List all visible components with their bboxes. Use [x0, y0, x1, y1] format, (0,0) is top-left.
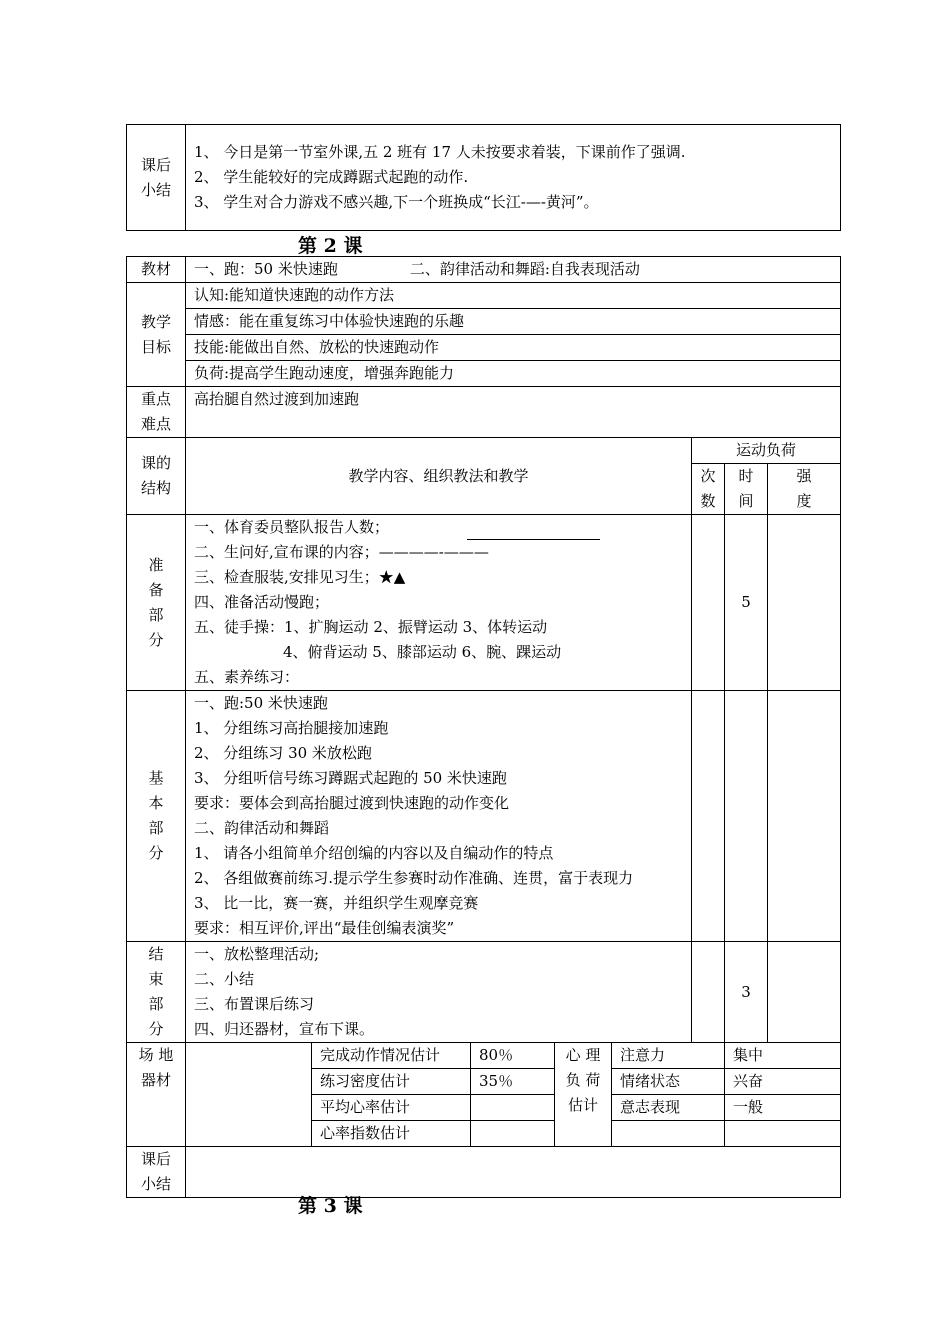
venue-label-line: 场 地 — [138, 1046, 174, 1064]
prep-time: 5 — [725, 515, 768, 691]
estimate-label: 完成动作情况估计 — [312, 1043, 471, 1069]
times-header-line: 数 — [700, 492, 716, 510]
intensity-header — [768, 464, 841, 515]
summary-line: 2、 学生能较好的完成蹲踞式起跑的动作. — [194, 168, 469, 186]
venue-equipment — [186, 1043, 312, 1147]
prep-label-line: 分 — [148, 630, 164, 649]
venue-label-line: 器材 — [140, 1071, 171, 1089]
prep-line: 五、素养练习： — [194, 668, 300, 686]
ending-label-line: 结 — [148, 945, 164, 963]
basic-line: 3、 分组听信号练习蹲踞式起跑的 50 米快速跑 — [194, 769, 507, 787]
ending-label — [127, 942, 186, 1043]
goals-label — [127, 283, 186, 387]
basic-label — [127, 691, 186, 942]
prep-line: 五、徒手操：1、扩胸运动 2、振臂运动 3、体转运动 — [194, 618, 548, 636]
basic-time — [725, 691, 768, 942]
materials-label: 教材 — [127, 257, 186, 283]
intensity-header-line: 强 — [796, 467, 812, 485]
ending-content — [186, 942, 692, 1043]
basic-line: 要求：相互评价,评出“最佳创编表演奖” — [194, 919, 455, 937]
lesson1-summary-table — [126, 124, 841, 231]
key-label — [127, 387, 186, 438]
psych-label-line: 心 理 — [565, 1046, 601, 1064]
time-header-line: 时 — [738, 467, 754, 485]
intensity-header-line: 度 — [796, 492, 812, 510]
estimate-value: 80％ — [471, 1043, 555, 1069]
basic-line: 2、 各组做赛前练习.提示学生参赛时动作准确、连贯，富于表现力 — [194, 869, 634, 887]
goal-item: 认知:能知道快速跑的动作方法 — [186, 283, 841, 309]
ending-line: 一、放松整理活动; — [194, 945, 320, 963]
psych-item-label: 情绪状态 — [612, 1069, 725, 1095]
psych-label-line: 负 荷 — [565, 1071, 601, 1089]
blank-line — [467, 521, 600, 540]
lesson2-title: 第 2 课 — [298, 235, 363, 257]
psych-item-label: 注意力 — [612, 1043, 725, 1069]
summary2-label-line: 小结 — [140, 1175, 171, 1193]
materials-item-2: 二、韵律活动和舞蹈:自我表现活动 — [409, 260, 640, 278]
materials-item-1: 一、跑：50 米快速跑 — [194, 260, 338, 278]
prep-label-line: 备 — [148, 580, 164, 599]
goal-item: 负荷:提高学生跑动速度，增强奔跑能力 — [186, 361, 841, 387]
summary2-label — [127, 1147, 186, 1198]
basic-label-line: 基 — [148, 769, 164, 787]
psych-item-value: 兴奋 — [725, 1069, 841, 1095]
ending-intensity — [768, 942, 841, 1043]
estimate-value — [471, 1121, 555, 1147]
summary2-content — [186, 1147, 841, 1198]
materials-content — [186, 257, 841, 283]
structure-label-line: 课的 — [140, 454, 171, 472]
basic-content — [186, 691, 692, 942]
prep-line: 四、准备活动慢跑； — [194, 593, 330, 611]
structure-label-line: 结构 — [140, 479, 171, 497]
psych-item-label — [612, 1121, 725, 1147]
ending-times — [692, 942, 725, 1043]
times-header-line: 次 — [700, 467, 716, 485]
goals-label-line: 目标 — [140, 337, 171, 356]
prep-times — [692, 515, 725, 691]
basic-times — [692, 691, 725, 942]
goal-item: 技能:能做出自然、放松的快速跑动作 — [186, 335, 841, 361]
prep-line: 二、生问好,宣布课的内容；————-——— — [194, 543, 489, 561]
summary-content — [186, 125, 841, 231]
basic-line: 1、 分组练习高抬腿接加速跑 — [194, 719, 389, 737]
psych-label-line: 估计 — [567, 1096, 598, 1114]
prep-content — [186, 515, 692, 691]
psych-item-value: 集中 — [725, 1043, 841, 1069]
load-header: 运动负荷 — [692, 438, 841, 464]
ending-line: 三、布置课后练习 — [194, 995, 315, 1013]
prep-line: 三、检查服装,安排见习生；★▲ — [194, 568, 406, 586]
prep-label-line: 准 — [148, 555, 164, 574]
estimate-label: 平均心率估计 — [312, 1095, 471, 1121]
summary-line: 1、 今日是第一节室外课,五 2 班有 17 人未按要求着装，下课前作了强调. — [194, 143, 686, 161]
basic-line: 一、跑:50 米快速跑 — [194, 694, 328, 712]
basic-line: 3、 比一比，赛一赛，并组织学生观摩竞赛 — [194, 894, 479, 912]
basic-line: 2、 分组练习 30 米放松跑 — [194, 744, 372, 762]
estimate-value: 35％ — [471, 1069, 555, 1095]
psych-item-value — [725, 1121, 841, 1147]
ending-label-line: 分 — [148, 1020, 164, 1038]
times-header — [692, 464, 725, 515]
prep-label — [127, 515, 186, 691]
ending-label-line: 束 — [148, 970, 164, 988]
key-label-line: 重点 — [140, 390, 171, 408]
summary-label-line: 小结 — [140, 180, 171, 199]
ending-line: 二、小结 — [194, 970, 255, 988]
basic-line: 要求：要体会到高抬腿过渡到快速跑的动作变化 — [194, 794, 510, 812]
lesson2-plan-table — [126, 256, 841, 1198]
venue-label — [127, 1043, 186, 1147]
content-header: 教学内容、组织教法和教学 — [186, 438, 692, 515]
basic-label-line: 本 — [148, 794, 164, 812]
key-content: 高抬腿自然过渡到加速跑 — [186, 387, 841, 438]
estimate-label: 心率指数估计 — [312, 1121, 471, 1147]
estimate-label: 练习密度估计 — [312, 1069, 471, 1095]
structure-label — [127, 438, 186, 515]
estimate-value — [471, 1095, 555, 1121]
psych-label — [555, 1043, 612, 1147]
summary-label-line: 课后 — [140, 155, 171, 174]
psych-item-label: 意志表现 — [612, 1095, 725, 1121]
basic-label-line: 分 — [148, 844, 164, 862]
prep-line: 4、俯背运动 5、膝部运动 6、腕、踝运动 — [283, 643, 562, 661]
time-header-line: 间 — [738, 492, 754, 510]
prep-line — [194, 515, 691, 540]
summary-label — [127, 125, 186, 231]
ending-label-line: 部 — [148, 995, 164, 1013]
prep-intensity — [768, 515, 841, 691]
basic-line: 1、 请各小组简单介绍创编的内容以及自编动作的特点 — [194, 844, 554, 862]
lesson3-title: 第 3 课 — [298, 1195, 363, 1217]
goal-item: 情感：能在重复练习中体验快速跑的乐趣 — [186, 309, 841, 335]
basic-intensity — [768, 691, 841, 942]
summary-line: 3、 学生对合力游戏不感兴趣,下一个班换成“长江-—-黄河”。 — [194, 193, 599, 211]
ending-time: 3 — [725, 942, 768, 1043]
basic-line: 二、韵律活动和舞蹈 — [194, 819, 330, 837]
psych-item-value: 一般 — [725, 1095, 841, 1121]
time-header — [725, 464, 768, 515]
prep-line-text: 一、体育委员整队报告人数； — [194, 518, 390, 536]
key-label-line: 难点 — [140, 415, 171, 433]
summary2-label-line: 课后 — [140, 1150, 171, 1168]
prep-label-line: 部 — [148, 605, 164, 624]
ending-line: 四、归还器材，宣布下课。 — [194, 1020, 375, 1038]
basic-label-line: 部 — [148, 819, 164, 837]
goals-label-line: 教学 — [140, 312, 171, 331]
